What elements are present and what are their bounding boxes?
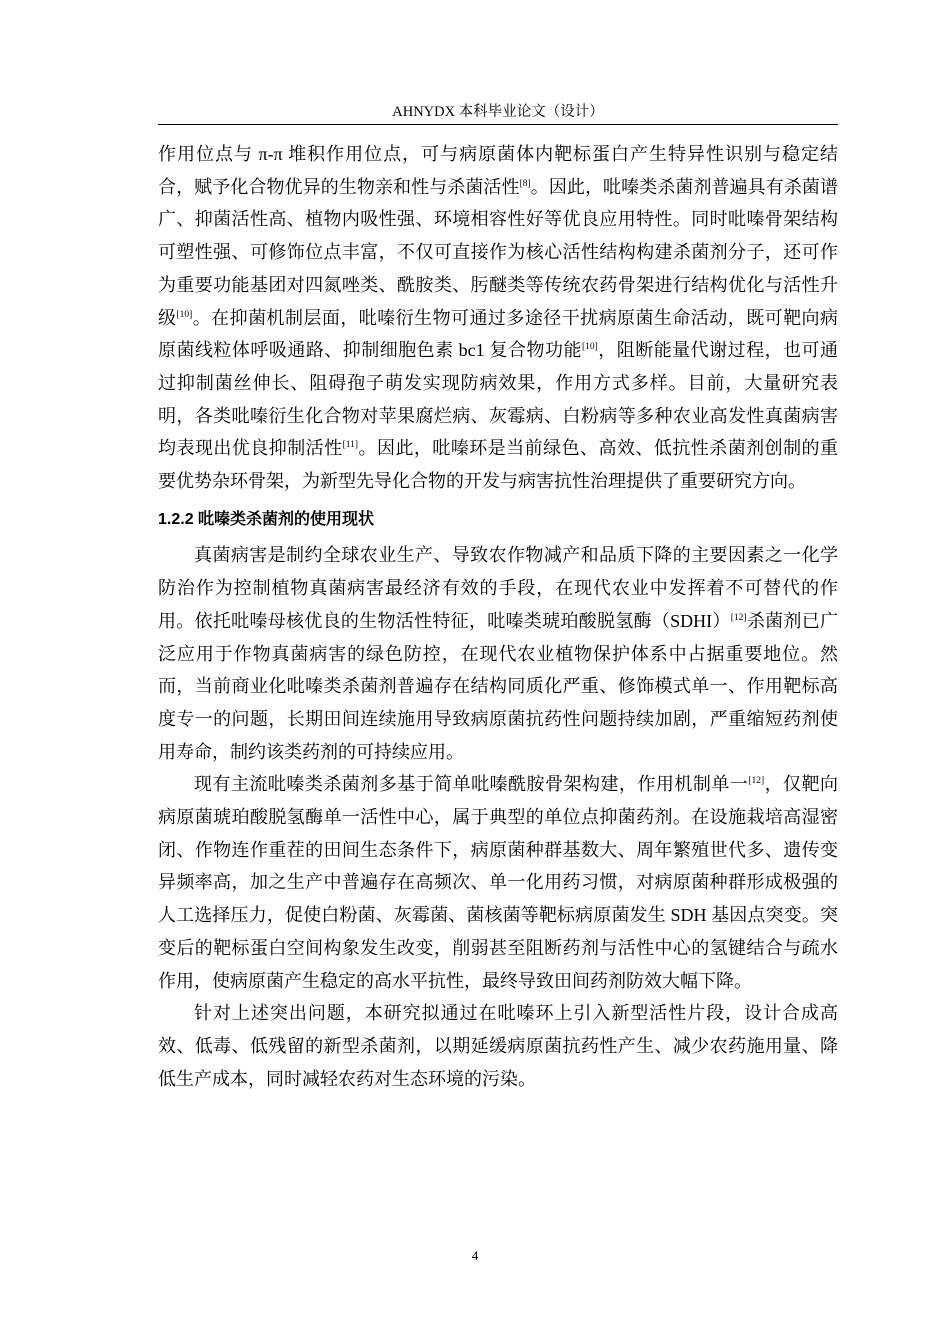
text-run: 。在抑菌机制层面，吡嗪衍生物可通过多途径干扰病原菌生命活动，既可靶向病原菌线粒体呼吸通路、抑制细胞色素 bc1 复合物功能 [158,307,839,361]
text-run: 杀菌剂已广泛应用于作物真菌病害的绿色防控，在现代农业植物保护体系中占据重要地位。然而，当前商业化吡嗪类杀菌剂普遍存在结构同质化严重、修饰模式单一、作用靶标高度专一的问题，长期田间连续施用导致病原菌抗药性问题持续加剧，严重缩短药剂使用寿命，制约该类药剂的可持续应用。 [158,610,838,762]
citation-ref: [8] [519,178,531,189]
text-run: 针对上述突出问题，本研究拟通过在吡嗪环上引入新型活性片段，设计合成高效、低毒、低残留的新型杀菌剂，以期延缓病原菌抗药性产生、减少农药施用量、降低生产成本，同时减轻农药对生态环境的污染。 [158,1003,838,1089]
header-rule [158,124,838,125]
citation-ref: [11] [342,440,359,451]
text-run: 真菌病害是制约全球农业生产、导致农作物减产和品质下降的主要因素之一化学防治作为控制植物真菌病害最经济有效的手段，在现代农业中发挥着不可替代的作用。依托吡嗪母核优良的生物活性特征，吡嗪类琥珀酸脱氢酶（SDHI） [158,545,838,631]
text-run: ，仅靶向病原菌琥珀酸脱氢酶单一活性中心，属于典型的单位点抑菌药剂。在设施栽培高湿密闭、作物连作重茬的田间生态条件下，病原菌种群基数大、周年繁殖世代多、遗传变异频率高，加之生产中普遍存在高频次、单一化用药习惯，对病原菌种群形成极强的人工选择压力，促使白粉菌、灰霉菌、菌核菌等靶标病原菌发生 SDH 基因点突变。突变后的靶标蛋白空间构象发生改变，削弱甚至阻断药剂与活性中心的氢键结合与疏水作用，使病原菌产生稳定的高水平抗性，最终导致田间药剂防效大幅下降。 [158,774,839,991]
page-number: 4 [471,1248,479,1263]
text-run: 作用位点与 π-π 堆积作用位点，可与病原菌体内靶标蛋白产生特异性识别与稳定结合，赋予化合物优异的生物亲和性与杀菌活性 [158,144,838,197]
text-run: 。因此，吡嗪类杀菌剂普遍具有杀菌谱广、抑菌活性高、植物内吸性强、环境相容性好等优良应用特性。同时吡嗪骨架结构可塑性强、可修饰位点丰富，不仅可直接作为核心活性结构构建杀菌剂分子，还可作为重要功能基团对四氮唑类、酰胺类、肟醚类等传统农药骨架进行结构优化与活性升级 [158,176,838,328]
paragraph [158,997,838,1095]
paragraph [158,768,838,997]
citation-ref: [12] [748,776,765,787]
citation-ref: [10] [581,342,598,353]
text-run: 。因此，吡嗪环是当前绿色、高效、低抗性杀菌剂创制的重要优势杂环骨架，为新型先导化合物的开发与病害抗性治理提供了重要研究方向。 [158,438,839,492]
text-run: 现有主流吡嗪类杀菌剂多基于简单吡嗪酰胺骨架构建，作用机制单一 [194,774,749,795]
paragraph [158,539,838,768]
citation-ref: [12] [730,612,747,623]
citation-ref: [10] [176,309,193,320]
body-text [158,138,838,1095]
running-header: AHNYDX 本科毕业论文（设计） [392,104,604,120]
paragraph-continued [158,138,838,498]
text-run: ，阻断能量代谢过程，也可通过抑制菌丝伸长、阻碍孢子萌发实现防病效果，作用方式多样。目前，大量研究表明，各类吡嗪衍生化合物对苹果腐烂病、灰霉病、白粉病等多种农业高发性真菌病害均表现出优良抑制活性 [158,340,838,459]
section-heading: 1.2.2 吡嗪类杀菌剂的使用现状 [158,510,375,528]
